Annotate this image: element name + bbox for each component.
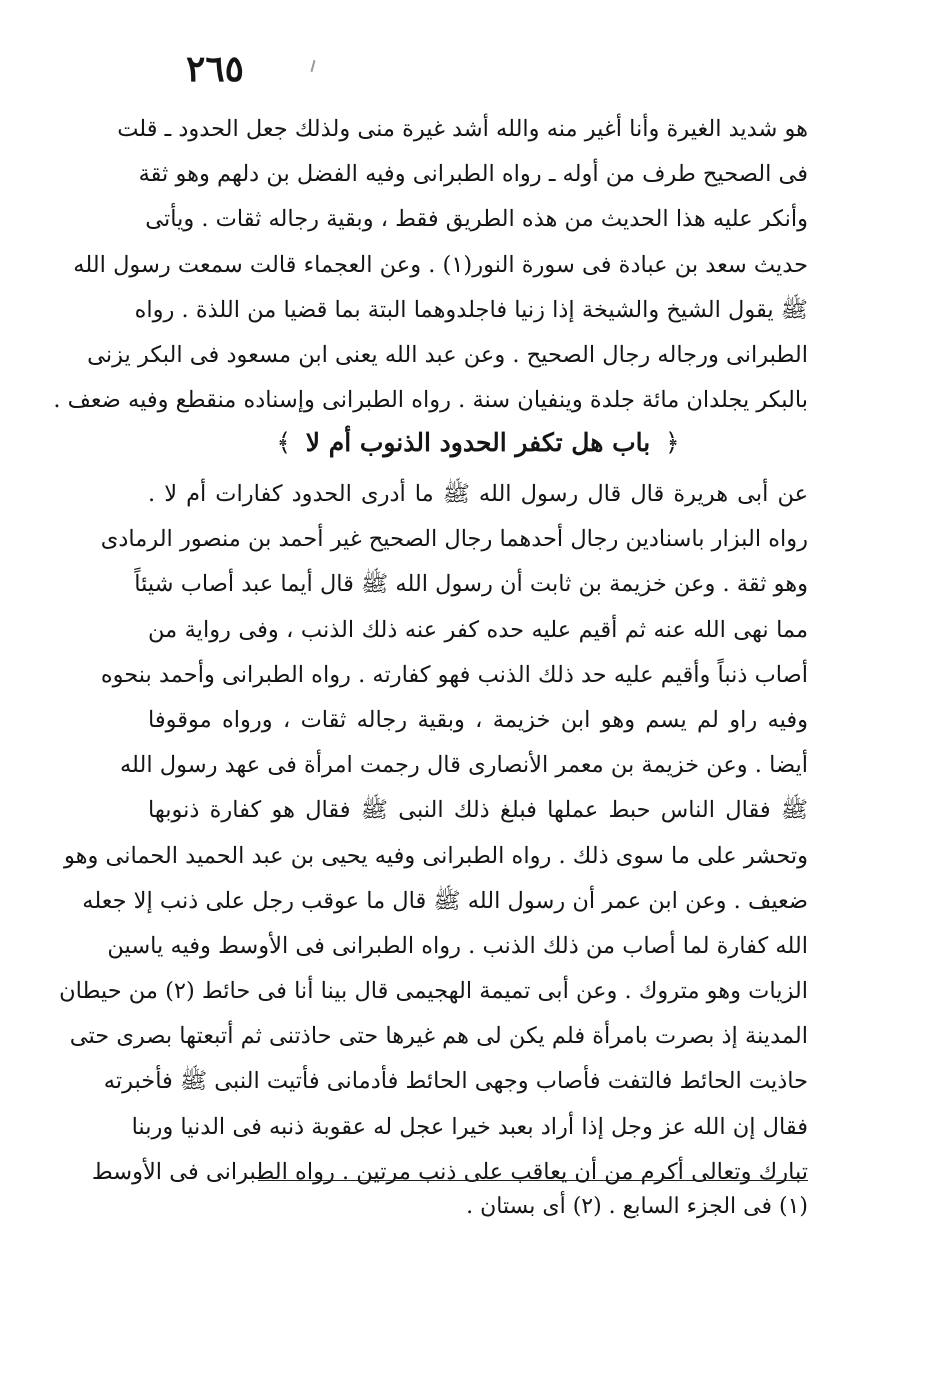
text-line: مما نهى الله عنه ثم أقيم عليه حده كفر عنه ذلك الذنب ، وفى رواية من xyxy=(148,616,808,643)
text-line: فى الصحيح طرف من أوله ـ رواه الطبرانى وفيه الفضل بن دلهم وهو ثقة xyxy=(138,161,808,188)
text-line: فقال إن الله عز وجل إذا أراد بعبد خيرا عجل له عقوبة ذنبه فى الدنيا وربنا xyxy=(131,1113,808,1140)
scan-speck xyxy=(310,60,315,72)
heading-ornament-open: ﴿ xyxy=(664,428,680,457)
heading-ornament-close: ﴾ xyxy=(276,428,292,457)
text-line: وأنكر عليه هذا الحديث من هذه الطريق فقط ، وبقية رجاله ثقات . ويأتى xyxy=(145,206,808,233)
chapter-heading xyxy=(148,420,808,466)
text-line: ضعيف . وعن ابن عمر أن رسول الله ﷺ قال ما عوقب رجل على ذنب إلا جعله xyxy=(82,887,808,914)
footnote-divider xyxy=(258,1180,808,1181)
text-line: بالبكر يجلدان مائة جلدة وينفيان سنة . رواه الطبرانى وإسناده منقطع وفيه ضعف . xyxy=(53,387,808,414)
text-line: حديث سعد بن عبادة فى سورة النور(١) . وعن العجماء قالت سمعت رسول الله xyxy=(73,251,808,278)
text-line: الله كفارة لما أصاب من ذلك الذنب . رواه الطبرانى فى الأوسط وفيه ياسين xyxy=(107,932,808,959)
text-line: عن أبى هريرة قال قال رسول الله ﷺ ما أدرى الحدود كفارات أم لا . xyxy=(148,481,808,507)
footnotes: (١) فى الجزء السابع . (٢) أى بستان . xyxy=(466,1194,808,1219)
paragraph-2 xyxy=(59,472,808,1195)
text-line: هو شديد الغيرة وأنا أغير منه والله أشد غيرة منى ولذلك جعل الحدود ـ قلت xyxy=(117,116,808,142)
text-line: رواه البزار باسنادين رجال أحدهما رجال الصحيح غير أحمد بن منصور الرمادى xyxy=(100,526,808,553)
text-line: ﷺ يقول الشيخ والشيخة إذا زنيا فاجلدوهما البتة بما قضيا من اللذة . رواه xyxy=(134,296,808,323)
heading-title: باب هل تكفر الحدود الذنوب أم لا xyxy=(305,428,651,457)
text-line: أصاب ذنباً وأقيم عليه حد ذلك الذنب فهو كفارته . رواه الطبرانى وأحمد بنحوه xyxy=(100,661,808,688)
text-line: أيضا . وعن خزيمة بن معمر الأنصارى قال رجمت امرأة فى عهد رسول الله xyxy=(119,752,808,779)
text-line: وهو ثقة . وعن خزيمة بن ثابت أن رسول الله ﷺ قال أيما عبد أصاب شيئاً xyxy=(134,571,808,598)
text-line: وفيه راو لم يسم وهو ابن خزيمة ، وبقية رجاله ثقات ، ورواه موقوفا xyxy=(148,706,808,733)
text-line: ﷺ فقال الناس حبط عملها فبلغ ذلك النبى ﷺ فقال هو كفارة ذنوبها xyxy=(148,797,808,824)
text-line: وتحشر على ما سوى ذلك . رواه الطبرانى وفيه يحيى بن عبد الحميد الحمانى وهو xyxy=(63,842,808,869)
paragraph-1 xyxy=(53,107,808,423)
text-line: المدينة إذ بصرت بامرأة فلم يكن لى هم غيرها حتى حاذتنى ثم أتبعتها بصرى حتى xyxy=(69,1023,808,1050)
text-line: الزيات وهو متروك . وعن أبى تميمة الهجيمى قال بينا أنا فى حائط (٢) من حيطان xyxy=(59,978,808,1005)
text-line: حاذيت الحائط فالتفت فأصاب وجهى الحائط فأدمانى فأتيت النبى ﷺ فأخبرته xyxy=(103,1068,808,1095)
text-line: تبارك وتعالى أكرم من أن يعاقب على ذنب مرتين . رواه الطبرانى فى الأوسط xyxy=(91,1158,808,1185)
text-line: الطبرانى ورجاله رجال الصحيح . وعن عبد الله يعنى ابن مسعود فى البكر يزنى xyxy=(87,341,808,368)
page-number: ٢٦٥ xyxy=(185,48,244,90)
